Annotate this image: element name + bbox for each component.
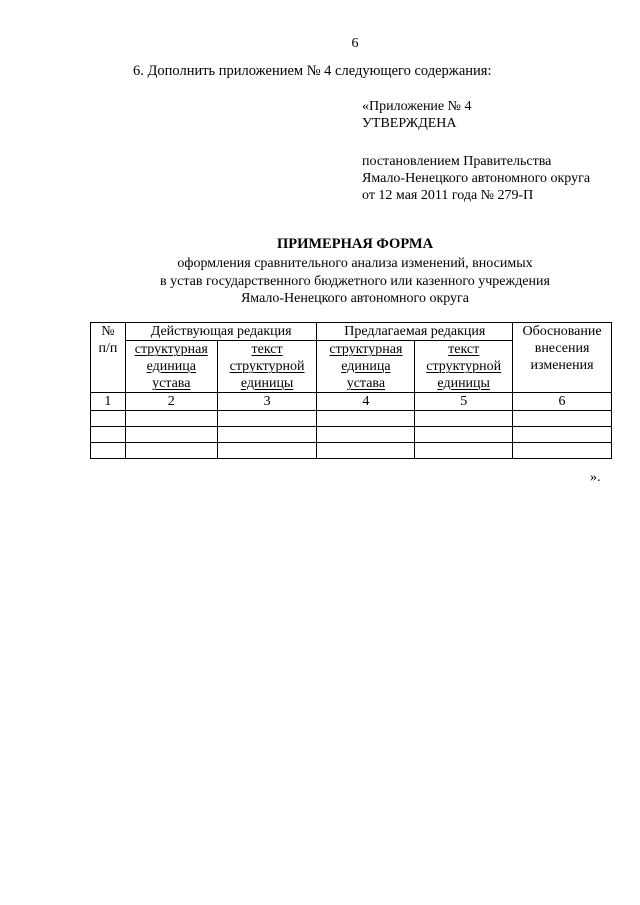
decree-line-3: от 12 мая 2011 года № 279-П bbox=[362, 188, 534, 203]
unit-text-line-1: текст bbox=[251, 342, 283, 357]
empty-cell bbox=[125, 443, 217, 459]
empty-cell bbox=[317, 427, 415, 443]
empty-cell bbox=[217, 443, 317, 459]
subheader-proposed-structural-unit bbox=[317, 341, 415, 393]
empty-cell bbox=[317, 443, 415, 459]
subheader-proposed-unit-text bbox=[415, 341, 513, 393]
structural-unit-line-3: устава bbox=[152, 376, 191, 391]
table-row bbox=[91, 411, 612, 427]
table-row bbox=[91, 443, 612, 459]
approval-block bbox=[362, 98, 590, 204]
unit-text-line-3: единицы bbox=[437, 376, 490, 391]
empty-cell bbox=[91, 443, 126, 459]
appendix-label: «Приложение № 4 bbox=[362, 99, 472, 114]
amendment-clause: 6. Дополнить приложением № 4 следующего содержания: bbox=[133, 63, 492, 79]
empty-cell bbox=[513, 411, 612, 427]
column-number-cell: 6 bbox=[513, 393, 612, 411]
empty-cell bbox=[91, 427, 126, 443]
structural-unit-line-2: единица bbox=[146, 359, 196, 374]
header-cell-justification bbox=[513, 323, 612, 393]
approved-label: УТВЕРЖДЕНА bbox=[362, 116, 457, 131]
unit-text-line-1: текст bbox=[448, 342, 480, 357]
unit-text-line-2: структурной bbox=[426, 359, 502, 374]
column-number-cell: 5 bbox=[415, 393, 513, 411]
header-cell-number bbox=[91, 323, 126, 393]
closing-quote: ». bbox=[590, 470, 601, 485]
justification-line-1: Обоснование bbox=[522, 324, 602, 339]
structural-unit-line-2: единица bbox=[341, 359, 391, 374]
column-number-cell: 1 bbox=[91, 393, 126, 411]
form-subtitle-line-1: оформления сравнительного анализа изменений, вносимых bbox=[177, 256, 533, 271]
form-subtitle-line-3: Ямало-Ненецкого автономного округа bbox=[240, 291, 470, 306]
decree-line-2: Ямало-Ненецкого автономного округа bbox=[362, 171, 591, 186]
column-number-cell: 4 bbox=[317, 393, 415, 411]
comparison-table bbox=[90, 322, 612, 459]
header-number-line-1: № bbox=[101, 324, 115, 339]
form-subtitle bbox=[0, 255, 640, 308]
unit-text-line-3: единицы bbox=[240, 376, 294, 391]
structural-unit-line-1: структурная bbox=[329, 342, 403, 357]
structural-unit-line-3: устава bbox=[346, 376, 386, 391]
header-cell-current-edition: Действующая редакция bbox=[125, 323, 317, 341]
empty-cell bbox=[125, 411, 217, 427]
empty-cell bbox=[415, 411, 513, 427]
empty-cell bbox=[217, 427, 317, 443]
table-header-row bbox=[91, 323, 612, 341]
column-number-cell: 3 bbox=[217, 393, 317, 411]
header-number-line-2: п/п bbox=[98, 341, 118, 356]
form-title: ПРИМЕРНАЯ ФОРМА bbox=[276, 236, 434, 252]
subheader-current-structural-unit bbox=[125, 341, 217, 393]
structural-unit-line-1: структурная bbox=[134, 342, 208, 357]
column-number-cell: 2 bbox=[125, 393, 217, 411]
empty-cell bbox=[513, 443, 612, 459]
empty-cell bbox=[217, 411, 317, 427]
column-number-row bbox=[91, 393, 612, 411]
justification-line-2: внесения bbox=[534, 341, 590, 356]
unit-text-line-2: структурной bbox=[229, 359, 305, 374]
justification-line-3: изменения bbox=[530, 358, 594, 373]
table-row bbox=[91, 427, 612, 443]
empty-cell bbox=[125, 427, 217, 443]
form-subtitle-line-2: в устав государственного бюджетного или казенного учреждения bbox=[160, 273, 550, 289]
header-cell-proposed-edition: Предлагаемая редакция bbox=[317, 323, 513, 341]
empty-cell bbox=[513, 427, 612, 443]
page-number: 6 bbox=[351, 36, 359, 51]
empty-cell bbox=[415, 443, 513, 459]
empty-cell bbox=[415, 427, 513, 443]
subheader-current-unit-text bbox=[217, 341, 317, 393]
decree-line-1: постановлением Правительства bbox=[362, 154, 552, 169]
empty-cell bbox=[91, 411, 126, 427]
empty-cell bbox=[317, 411, 415, 427]
